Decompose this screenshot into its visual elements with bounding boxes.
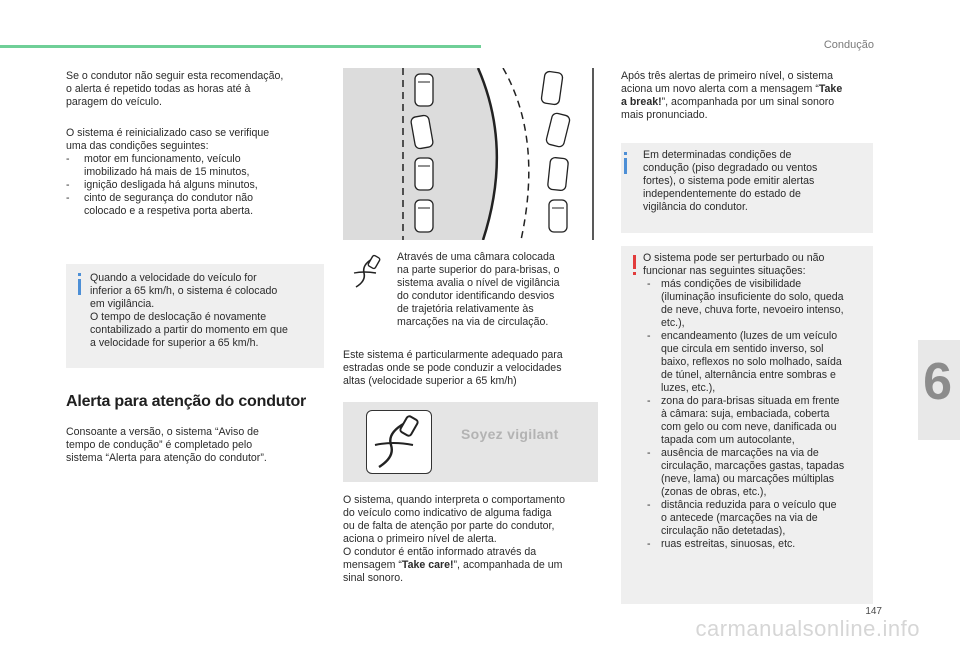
dashboard-screen	[343, 402, 598, 482]
text-line: uma das condições seguintes:	[66, 140, 209, 152]
info-text: Quando a velocidade do veículo for inferior a 65 km/h, o sistema é colocado em vigilância. O tempo de deslocação é novamente contabilizado a partir do momento em que a velocidade for superior a 65 km/h.	[90, 272, 288, 349]
page-number: 147	[865, 606, 882, 617]
lane-assist-icon	[352, 253, 384, 289]
list-item: - cinto de segurança do condutor não colocado e a respetiva porta aberta.	[66, 192, 254, 217]
text-line: o alerta é repetido todas as horas até à	[66, 83, 251, 95]
col3-paragraph-1: Após três alertas de primeiro nível, o sistema aciona um novo alerta com a mensagem “Take a break!”, acompanhada por um sinal sonoro mais pronunciado.	[621, 70, 843, 121]
col1-paragraph-1	[66, 70, 326, 109]
camera-description: Através de uma câmara colocada na parte superior do para-brisas, o sistema avalia o nível de vigilância do condutor identificando desvios de trajetória relativamente às marcações na via de circulação.	[397, 251, 560, 328]
info-box-conditions	[621, 143, 873, 233]
section-heading: Alerta para atenção do condutor	[66, 393, 307, 410]
header-accent-bar	[0, 45, 481, 48]
col2-paragraph-2: O sistema, quando interpreta o comportamento do veículo como indicativo de alguma fadiga ou de falta de atenção por parte do condutor, aciona o primeiro nível de alerta. O condutor é então informado através da mensagem “Take care!”, acompanhada de um sinal sonoro.	[343, 494, 605, 585]
warning-box	[621, 246, 873, 604]
list-item: - motor em funcionamento, veículo imobilizado há mais de 15 minutos,	[66, 153, 250, 178]
list-item: - más condições de visibilidade (iluminação insuficiente do solo, queda de neve, chuva forte, nevoeiro intenso, etc.),	[647, 278, 844, 329]
col1-paragraph-3: Consoante a versão, o sistema “Aviso de tempo de condução” é completado pelo sistema “Alerta para atenção do condutor”.	[66, 426, 267, 464]
text-line: Se o condutor não seguir esta recomendação,	[66, 70, 284, 82]
text-line: mensagem “Take care!”, acompanhada de um	[343, 559, 563, 571]
screen-message: Soyez vigilant	[461, 426, 559, 442]
lane-drift-drawing	[343, 68, 598, 240]
info-icon	[624, 152, 627, 155]
warning-icon	[633, 255, 636, 269]
section-title: Condução	[823, 39, 874, 51]
col2-paragraph-1: Este sistema é particularmente adequado para estradas onde se pode conduzir a velocidades altas (velocidade superior a 65 km/h)	[343, 349, 563, 387]
vigilance-icon	[366, 410, 432, 474]
info-icon-bar	[78, 279, 81, 295]
watermark: carmanualsonline.info	[695, 616, 920, 641]
info-box-speed	[66, 264, 324, 368]
info-icon-bar	[624, 158, 627, 174]
list-item: - distância reduzida para o veículo que o antecede (marcações na via de circulação não detetadas),	[647, 499, 837, 537]
col1-reset-conditions	[66, 127, 326, 218]
warning-icon-dot	[633, 272, 636, 275]
text-line: O sistema é reinicializado caso se verifique	[66, 127, 270, 139]
warning-text: O sistema pode ser perturbado ou não funcionar nas seguintes situações: - más condições de visibilidade (iluminação insuficiente do solo, queda de neve, chuva forte, nevoeiro intenso, etc.), - encandeamento (luzes de um veículo que circula em sentido inverso, sol baixo, reflexos no solo molhado, saída de túnel, alternância entre sombras e luzes, etc.), - zona do para-brisas situada em frente à câmara: suja, embaciada, coberta com gelo ou com neve, danificada ou tapada com um autocolante, - ausência de marcações na via de circulação, marcações gastas, tapadas (neve, lama) ou marcações múltiplas (zonas de obras, etc.), - distância reduzida para o veículo que o antecede (marcações na via de circulação não detetadas), - ruas estreitas, sinuosas, etc.	[643, 252, 871, 551]
list-item: - zona do para-brisas situada em frente à câmara: suja, embaciada, coberta com gelo ou com neve, danificada ou tapada com um autocolante,	[647, 395, 840, 446]
list-item: - ignição desligada há alguns minutos,	[66, 179, 258, 191]
list-item: - ausência de marcações na via de circulação, marcações gastas, tapadas (neve, lama) ou marcações múltiplas (zonas de obras, etc.),	[647, 447, 845, 498]
lane-drift-illustration	[343, 68, 598, 240]
info-icon	[78, 273, 81, 276]
info-text: Em determinadas condições de condução (piso degradado ou ventos fortes), o sistema pode emitir alertas independentemente do estado de vigilância do condutor.	[643, 149, 818, 213]
list-item: - encandeamento (luzes de um veículo que circula em sentido inverso, sol baixo, reflexos no solo molhado, saída de túnel, alternância entre sombras e luzes, etc.),	[647, 330, 842, 394]
text-line: paragem do veículo.	[66, 96, 162, 108]
chapter-number: 6	[923, 353, 952, 411]
list-item: - ruas estreitas, sinuosas, etc.	[647, 538, 796, 550]
